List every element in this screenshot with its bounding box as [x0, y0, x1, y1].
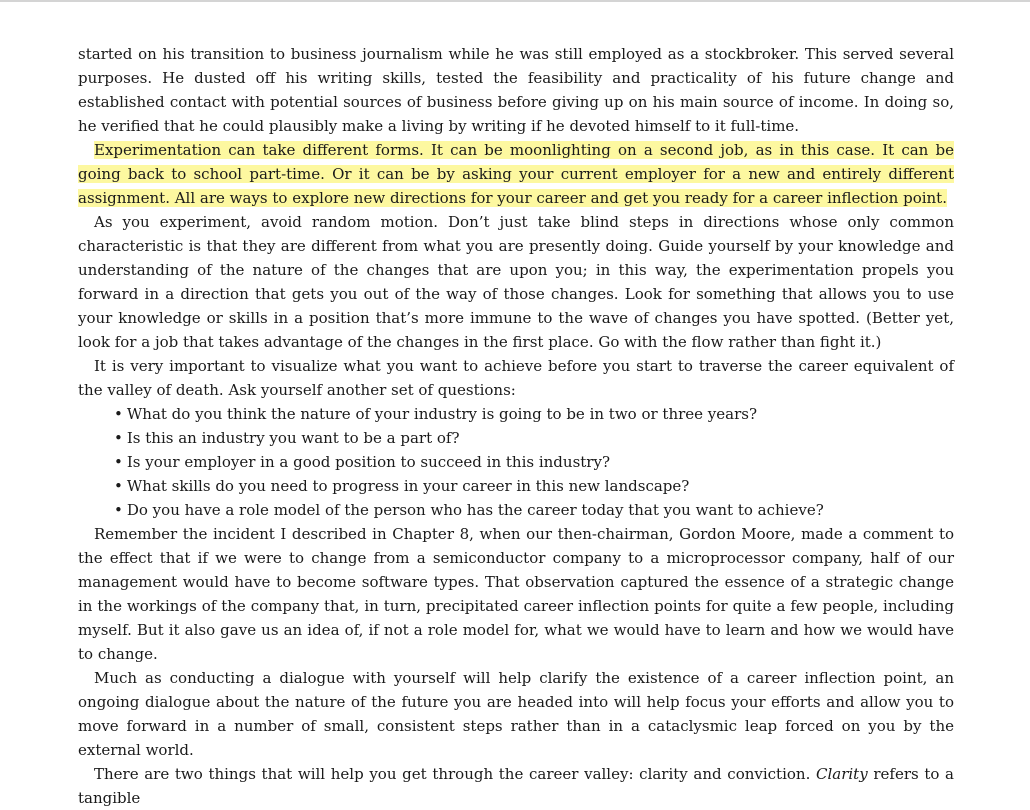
- document-page: [78, 42, 954, 810]
- list-item: [114, 426, 954, 450]
- list-item-text: What do you think the nature of your industry is going to be in two or three years?: [126, 405, 758, 423]
- list-item-text: Do you have a role model of the person who has the career today that you want to achieve?: [126, 501, 824, 519]
- paragraph-experimentation: [78, 138, 954, 210]
- list-item-text: Is your employer in a good position to succeed in this industry?: [126, 453, 610, 471]
- paragraph-visualize: It is very important to visualize what you want to achieve before you start to traverse the career equivalent of the valley of death. Ask yourself another set of questions:: [78, 357, 954, 399]
- bullet-icon: •: [114, 501, 123, 519]
- list-item: [114, 450, 954, 474]
- bullet-icon: •: [114, 405, 123, 423]
- paragraph-stockbroker-transition: started on his transition to business journalism while he was still employed as a stockbroker. This served several purposes. He dusted off his writing skills, tested the feasibility and practicality of his future change and established contact with potential sources of business before giving up on his main source of income. In doing so, he verified that he could plausibly make a living by writing if he devoted himself to it full-time.: [78, 45, 954, 135]
- clarity-tail-text: refers to a tangible: [78, 765, 954, 807]
- question-list: [78, 402, 954, 522]
- list-item-text: What skills do you need to progress in your career in this new landscape?: [126, 477, 690, 495]
- paragraph-clarity-conviction: [78, 762, 954, 810]
- paragraph-dialogue: Much as conducting a dialogue with yourself will help clarify the existence of a career inflection point, an ongoing dialogue about the nature of the future you are headed into will help focus your efforts and allow you to move forward in a number of small, consistent steps rather than in a cataclysmic leap forced on you by the external world.: [78, 669, 954, 759]
- list-item-text: Is this an industry you want to be a part of?: [126, 429, 460, 447]
- list-item: [114, 498, 954, 522]
- clarity-term: Clarity: [816, 765, 868, 783]
- bullet-icon: •: [114, 453, 123, 471]
- highlighted-text[interactable]: Experimentation can take different forms. It can be moonlighting on a second job, as in this case. It can be going back to school part-time. Or it can be by asking your current employer for a new and entirely different assignment. All are ways to explore new directions for your career and get you ready for a career inflection point.: [78, 141, 954, 207]
- paragraph-gordon-moore: Remember the incident I described in Chapter 8, when our then-chairman, Gordon Moore, made a comment to the effect that if we were to change from a semiconductor company to a microprocessor company, half of our management would have to become software types. That observation captured the essence of a strategic change in the workings of the company that, in turn, precipitated career inflection points for quite a few people, including myself. But it also gave us an idea of, if not a role model for, what we would have to learn and how we would have to change.: [78, 525, 954, 663]
- list-item: [114, 402, 954, 426]
- paragraph-avoid-random-motion: As you experiment, avoid random motion. Don’t just take blind steps in directions whose only common characteristic is that they are different from what you are presently doing. Guide yourself by your knowledge and understanding of the nature of the changes that are upon you; in this way, the experimentation propels you forward in a direction that gets you out of the way of those changes. Look for something that allows you to use your knowledge or skills in a position that’s more immune to the wave of changes you have spotted. (Better yet, look for a job that takes advantage of the changes in the first place. Go with the flow rather than fight it.): [78, 213, 954, 351]
- bullet-icon: •: [114, 477, 123, 495]
- bullet-icon: •: [114, 429, 123, 447]
- top-border: [0, 0, 1030, 2]
- list-item: [114, 474, 954, 498]
- clarity-lead-text: There are two things that will help you get through the career valley: clarity and conviction.: [94, 765, 816, 783]
